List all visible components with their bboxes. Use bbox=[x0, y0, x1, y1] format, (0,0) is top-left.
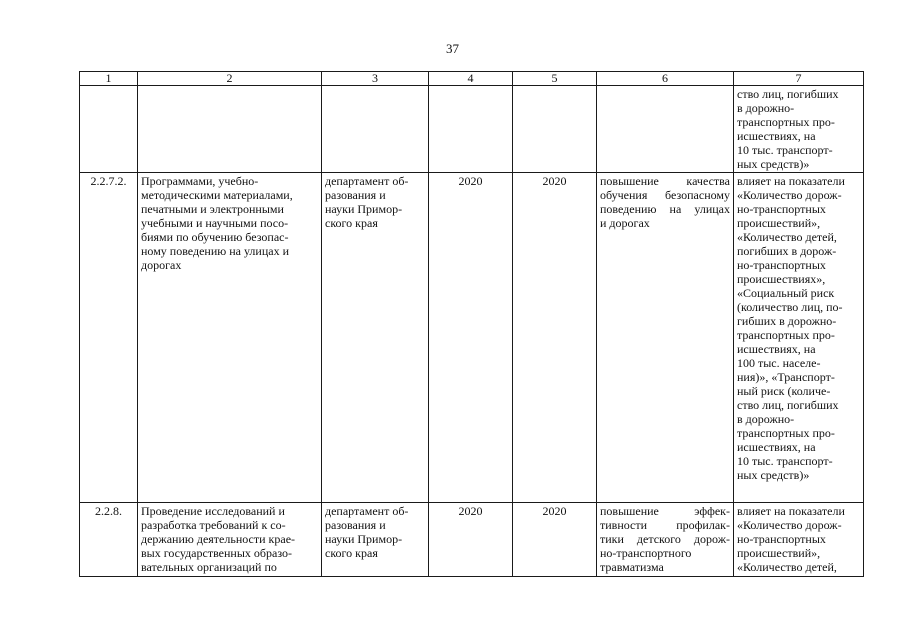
text-line: ского края bbox=[325, 216, 378, 230]
cell-end-year: 2020 bbox=[513, 173, 597, 503]
text-line: поведению на улицах bbox=[600, 202, 730, 216]
cell-executor bbox=[322, 503, 429, 577]
cell-description bbox=[138, 503, 322, 577]
text-line: погибших в дорож- bbox=[737, 244, 837, 258]
text-line: разования и bbox=[325, 518, 386, 532]
text-line: печатными и электронными bbox=[141, 202, 284, 216]
table-row bbox=[80, 86, 864, 173]
text-line: исшествиях, на bbox=[737, 342, 816, 356]
text-line: держанию деятельности крае- bbox=[141, 532, 296, 546]
text-line: исшествиях, на bbox=[737, 440, 816, 454]
text-line: 10 тыс. транспорт- bbox=[737, 143, 833, 157]
text-line: происшествий», bbox=[737, 216, 821, 230]
text-line: в дорожно- bbox=[737, 412, 795, 426]
text-line: Программами, учебно- bbox=[141, 174, 259, 188]
text-line: ному поведению на улицах и bbox=[141, 244, 290, 258]
text-line: 10 тыс. транспорт- bbox=[737, 454, 833, 468]
text-line: повышение качества bbox=[600, 174, 730, 188]
cell-end-year: 2020 bbox=[513, 503, 597, 577]
text-line: биями по обучению безопас- bbox=[141, 230, 289, 244]
cell-number bbox=[80, 86, 138, 173]
text-line: 100 тыс. населе- bbox=[737, 356, 821, 370]
text-line: гибших в дорожно- bbox=[737, 314, 837, 328]
table-header bbox=[80, 72, 864, 86]
text-line: учебными и научными посо- bbox=[141, 216, 289, 230]
cell-start-year: 2020 bbox=[429, 173, 513, 503]
header-col-6: 6 bbox=[597, 72, 734, 86]
table-row bbox=[80, 503, 864, 577]
text-line: тивности профилак- bbox=[600, 518, 730, 532]
cell-indicator-impact bbox=[734, 503, 864, 577]
cell-number: 2.2.7.2. bbox=[80, 173, 138, 503]
text-line: повышение эффек- bbox=[600, 504, 730, 518]
text-line: в дорожно- bbox=[737, 101, 795, 115]
cell-expected-result bbox=[597, 173, 734, 503]
text-line: Проведение исследований и bbox=[141, 504, 285, 518]
text-line: обучения безопасному bbox=[600, 188, 730, 202]
text-line: транспортных про- bbox=[737, 426, 835, 440]
text-line: ных средств)» bbox=[737, 468, 810, 482]
cell-executor bbox=[322, 86, 429, 173]
text-line: но-транспортных bbox=[737, 258, 826, 272]
text-line: тики детского дорож- bbox=[600, 532, 730, 546]
text-line: влияет на показатели bbox=[737, 174, 845, 188]
text-line: ство лиц, погибших bbox=[737, 87, 839, 101]
cell-indicator-impact bbox=[734, 173, 864, 503]
text-line: происшествий», bbox=[737, 546, 821, 560]
header-col-2: 2 bbox=[138, 72, 322, 86]
text-line: но-транспортных bbox=[737, 202, 826, 216]
document-table bbox=[79, 71, 864, 577]
text-line: происшествиях», bbox=[737, 272, 826, 286]
text-line: исшествиях, на bbox=[737, 129, 816, 143]
text-line: науки Примор- bbox=[325, 532, 403, 546]
text-line: «Социальный риск bbox=[737, 286, 835, 300]
text-line: «Количество детей, bbox=[737, 560, 837, 574]
cell-description bbox=[138, 86, 322, 173]
cell-description bbox=[138, 173, 322, 503]
cell-start-year: 2020 bbox=[429, 503, 513, 577]
page-number: 37 bbox=[446, 41, 459, 56]
header-col-5: 5 bbox=[513, 72, 597, 86]
cell-number: 2.2.8. bbox=[80, 503, 138, 577]
cell-executor bbox=[322, 173, 429, 503]
text-line: разработка требований к со- bbox=[141, 518, 286, 532]
text-line: методическими материалами, bbox=[141, 188, 293, 202]
text-line: «Количество дорож- bbox=[737, 518, 842, 532]
text-line: вательных организаций по bbox=[141, 560, 277, 574]
text-line: науки Примор- bbox=[325, 202, 403, 216]
text-line: дорогах bbox=[141, 258, 182, 272]
cell-expected-result bbox=[597, 503, 734, 577]
text-line: ния)», «Транспорт- bbox=[737, 370, 835, 384]
text-line: департамент об- bbox=[325, 504, 409, 518]
text-line: но-транспортных bbox=[737, 532, 826, 546]
text-line: «Количество дорож- bbox=[737, 188, 842, 202]
cell-end-year bbox=[513, 86, 597, 173]
header-col-1: 1 bbox=[80, 72, 138, 86]
header-col-7: 7 bbox=[734, 72, 864, 86]
text-line: но-транспортного bbox=[600, 546, 692, 560]
header-row bbox=[80, 72, 864, 86]
cell-indicator-impact bbox=[734, 86, 864, 173]
text-line: травматизма bbox=[600, 560, 664, 574]
header-col-3: 3 bbox=[322, 72, 429, 86]
text-line: «Количество детей, bbox=[737, 230, 837, 244]
text-line: транспортных про- bbox=[737, 328, 835, 342]
text-line: влияет на показатели bbox=[737, 504, 845, 518]
text-line: департамент об- bbox=[325, 174, 409, 188]
text-line: ство лиц, погибших bbox=[737, 398, 839, 412]
text-line: транспортных про- bbox=[737, 115, 835, 129]
text-line: ных средств)» bbox=[737, 157, 810, 171]
text-line: ный риск (количе- bbox=[737, 384, 831, 398]
cell-expected-result bbox=[597, 86, 734, 173]
table-row bbox=[80, 173, 864, 503]
text-line: и дорогах bbox=[600, 216, 650, 230]
text-line: (количество лиц, по- bbox=[737, 300, 843, 314]
table-body bbox=[80, 86, 864, 577]
text-line: ского края bbox=[325, 546, 378, 560]
text-line: разования и bbox=[325, 188, 386, 202]
header-col-4: 4 bbox=[429, 72, 513, 86]
cell-start-year bbox=[429, 86, 513, 173]
text-line: вых государственных образо- bbox=[141, 546, 292, 560]
